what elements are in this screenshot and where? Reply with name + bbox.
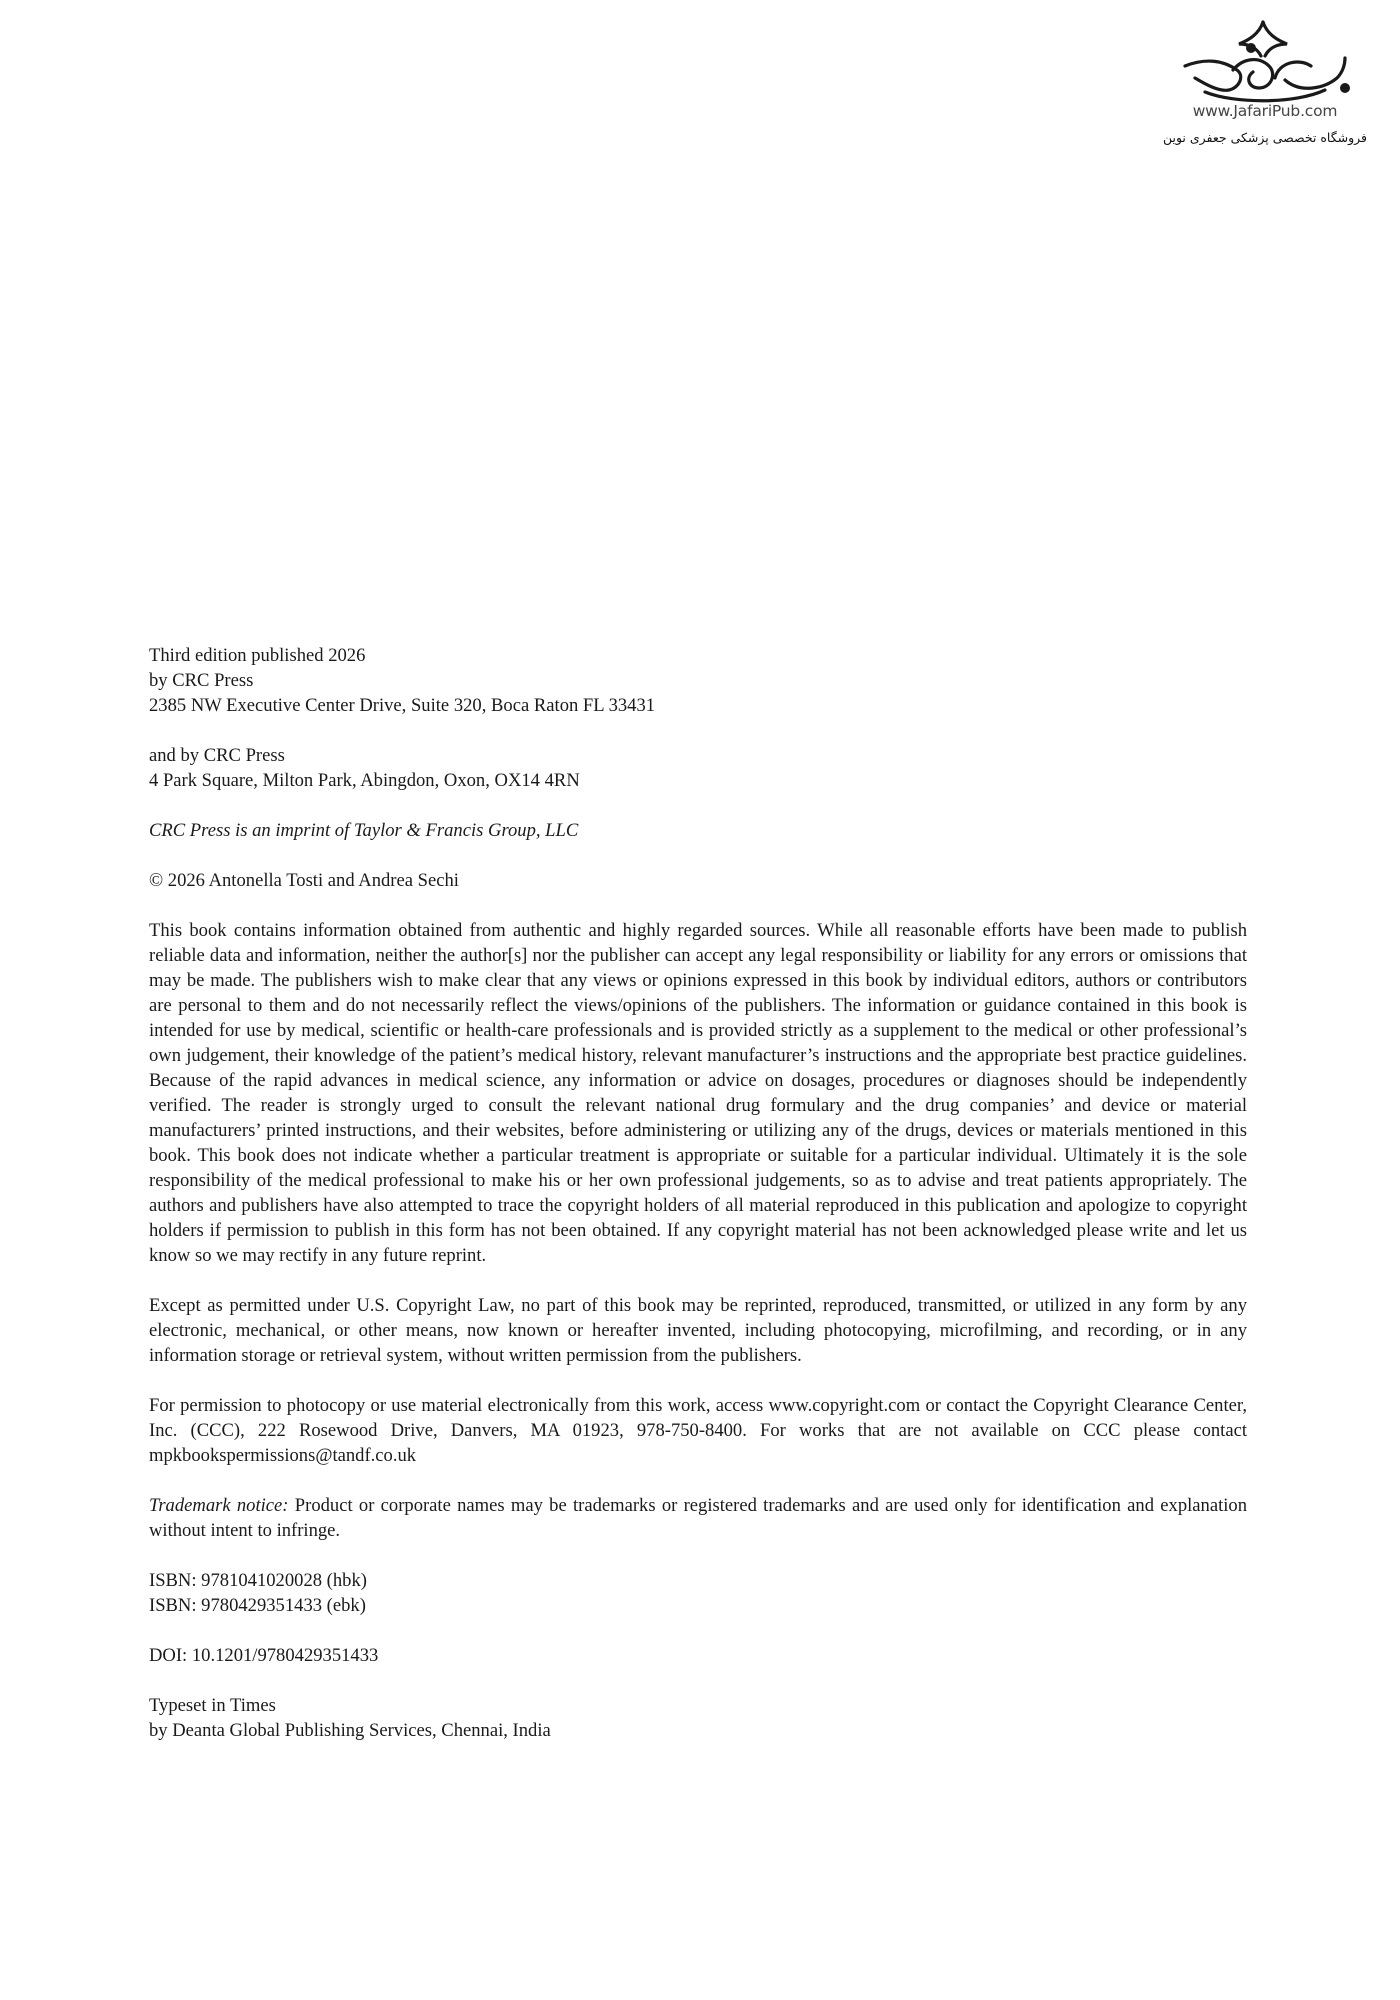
trademark-paragraph [149,1493,1247,1543]
trademark-text: Product or corporate names may be trademarks or registered trademarks and are used only for identification and explanation without intent to infringe. [149,1495,1248,1541]
watermark-url: www.JafariPub.com [1192,102,1338,120]
isbn-ebk: ISBN: 9780429351433 (ebk) [149,1595,366,1616]
isbn-hbk: ISBN: 9781041020028 (hbk) [149,1570,367,1591]
second-publisher-block [149,743,1247,793]
typeset-block [149,1693,1247,1743]
publisher-address-us: 2385 NW Executive Center Drive, Suite 320, Boca Raton FL 33431 [149,695,656,716]
permissions-paragraph: For permission to photocopy or use material electronically from this work, access www.copyright.com or contact the Copyright Clearance Center, Inc. (CCC), 222 Rosewood Drive, Danvers, MA 01923, 978-750-8400. For works that are not available on CCC please contact mpkbookspermissions@tandf.co.uk [149,1395,1247,1466]
copyright-notice: © 2026 Antonella Tosti and Andrea Sechi [149,870,459,891]
publisher-address-uk: 4 Park Square, Milton Park, Abingdon, Oxon, OX14 4RN [149,770,580,791]
copyright-page [149,643,1247,1768]
disclaimer-paragraph: This book contains information obtained from authentic and highly regarded sources. While all reasonable efforts have been made to publish reliable data and information, neither the author[s] nor the publisher can accept any legal responsibility or liability for any errors or omissions that may be made. The publishers wish to make clear that any views or opinions expressed in this book by individual editors, authors or contributors are personal to them and do not necessarily reflect the views/opinions of the publishers. The information or guidance contained in this book is intended for use by medical, scientific or health-care professionals and is provided strictly as a supplement to the medical or other professional’s own judgement, their knowledge of the patient’s medical history, relevant manufacturer’s instructions and the appropriate best practice guidelines. Because of the rapid advances in medical science, any information or advice on dosages, procedures or diagnoses should be independently verified. The reader is strongly urged to consult the relevant national drug formulary and the drug companies’ and device or material manufacturers’ printed instructions, and their websites, before administering or utilizing any of the drugs, devices or materials mentioned in this book. This book does not indicate whether a particular treatment is appropriate or suitable for a particular individual. Ultimately it is the sole responsibility of the medical professional to make his or her own professional judgements, so as to advise and treat patients appropriately. The authors and publishers have also attempted to trace the copyright holders of all material reproduced in this publication and apologize to copyright holders if permission to publish in this form has not been obtained. If any copyright material has not been acknowledged please write and let us know so we may rectify in any future reprint. [149,920,1247,1266]
typeset-font: Typeset in Times [149,1695,276,1716]
typesetter: by Deanta Global Publishing Services, Chennai, India [149,1720,551,1741]
jafaripub-logo-icon [1175,18,1355,104]
trademark-label: Trademark notice: [149,1495,289,1516]
second-publisher-line: and by CRC Press [149,745,285,766]
edition-line: Third edition published 2026 [149,645,366,666]
isbn-block [149,1568,1247,1618]
copyright-law-paragraph: Except as permitted under U.S. Copyright Law, no part of this book may be reprinted, reproduced, transmitted, or utilized in any form by any electronic, mechanical, or other means, now known or hereafter invented, including photocopying, microfilming, and recording, or in any information storage or retrieval system, without written permission from the publishers. [149,1295,1247,1366]
imprint-note: CRC Press is an imprint of Taylor & Francis Group, LLC [149,820,579,841]
publisher-line: by CRC Press [149,670,254,691]
watermark [1150,18,1380,145]
watermark-tagline: فروشگاه تخصصی پزشکی جعفری نوین [1162,130,1368,145]
edition-block [149,643,1247,718]
doi: DOI: 10.1201/9780429351433 [149,1645,379,1666]
